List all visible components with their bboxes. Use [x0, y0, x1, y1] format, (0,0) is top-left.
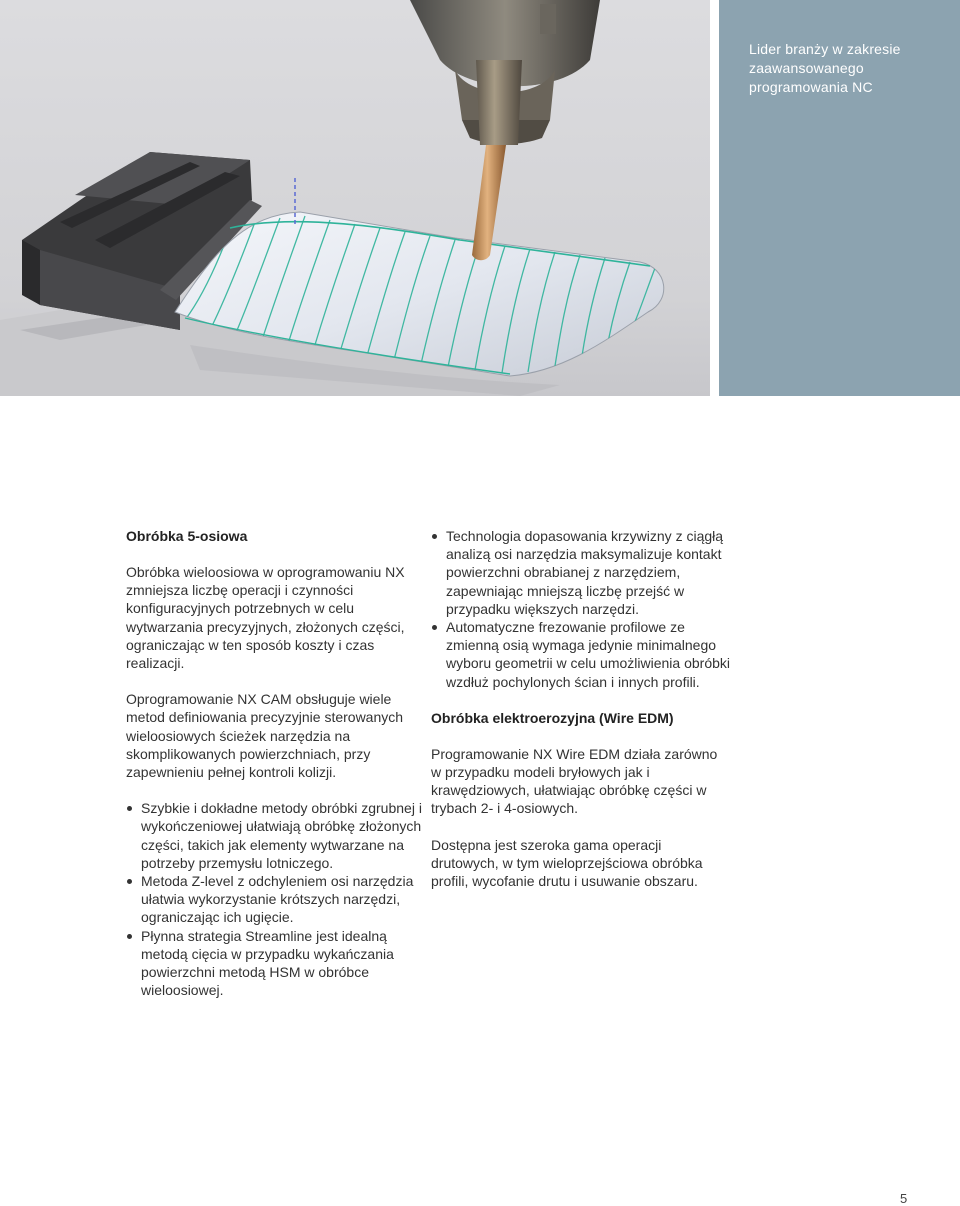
feature-list-right [431, 527, 731, 691]
list-item: Technologia dopasowania krzywizny z ciągłą analizą osi narzędzia maksymalizuje kontakt powierzchni obrabianej z narzędziem, zapewniając mniejszą liczbę przejść w przypadku większych narzędzi. [431, 527, 731, 618]
left-column [126, 527, 426, 999]
sidebar-panel [719, 0, 960, 396]
list-item: Automatyczne frezowanie profilowe ze zmienną osią wymaga jedynie minimalnego wyboru geometrii w celu umożliwienia obróbki wzdłuż pochylonych ścian i innych profili. [431, 618, 731, 691]
right-column [431, 527, 731, 890]
feature-list-left [126, 799, 426, 999]
turbine-blade-milling-illustration [0, 0, 710, 396]
intro-paragraph: Obróbka wieloosiowa w oprogramowaniu NX zmniejsza liczbę operacji i czynności konfiguracyjnych potrzebnych w celu wytwarzania precyzyjnych, złożonych części, ograniczając w ten sposób koszty i czas realizacji. [126, 564, 405, 672]
list-item: Metoda Z-level z odchyleniem osi narzędzia ułatwia wykorzystanie krótszych narzędzi, ograniczając ich ugięcie. [126, 872, 426, 927]
page-number: 5 [900, 1191, 908, 1206]
wire-operations-paragraph: Dostępna jest szeroka gama operacji drutowych, w tym wieloprzejściowa obróbka profili, wycofanie drutu i usuwanie obszaru. [431, 836, 703, 890]
list-item: Szybkie i dokładne metody obróbki zgrubnej i wykończeniowej ułatwiają obróbkę złożonych części, takich jak elementy wytwarzane na potrzeby przemysłu lotniczego. [126, 799, 426, 872]
nx-cam-paragraph: Oprogramowanie NX CAM obsługuje wiele metod definiowania precyzyjnie sterowanych wieloosiowych ścieżek narzędzia na skomplikowanych powierzchniach, przy zapewnieniu pełnej kontroli kolizji. [126, 691, 404, 781]
list-item: Płynna strategia Streamline jest idealną metodą cięcia w przypadku wykańczania powierzchni metodą HSM w obróbce wieloosiowej. [126, 927, 426, 1000]
wire-edm-paragraph: Programowanie NX Wire EDM działa zarówno w przypadku modeli bryłowych jak i krawędziowych, ułatwiając obróbkę części w trybach 2- i 4-osiowych. [431, 745, 718, 817]
section-heading-5-axis: Obróbka 5-osiowa [126, 528, 248, 544]
section-heading-wire-edm: Obróbka elektroerozyjna (Wire EDM) [431, 709, 674, 726]
hero-image [0, 0, 710, 396]
sidebar-title: Lider branży w zakresie zaawansowanego programowania NC [749, 41, 901, 95]
